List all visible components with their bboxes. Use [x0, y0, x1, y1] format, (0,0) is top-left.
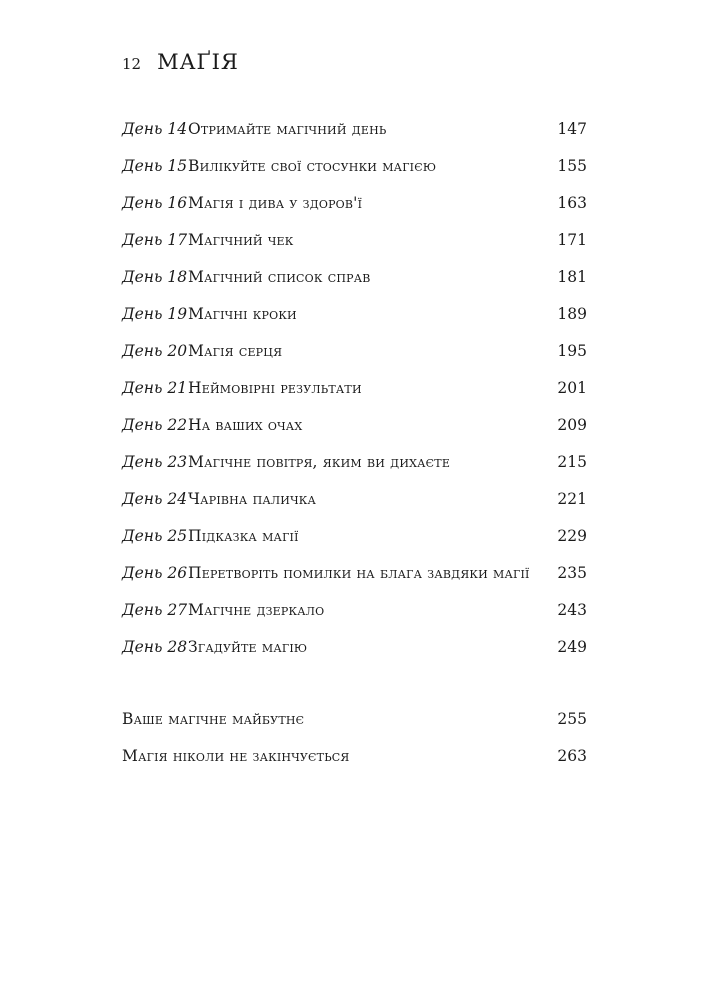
toc-page-number: 201	[557, 378, 587, 397]
toc-day-label: День 20	[122, 341, 188, 360]
toc-title: Ваше магічне майбутнє	[122, 709, 305, 728]
toc-day-label: День 25	[122, 526, 188, 545]
toc-row-day-26	[122, 554, 587, 591]
toc-page-number: 163	[557, 193, 587, 212]
toc-row-day-22	[122, 406, 587, 443]
toc-page-number: 243	[557, 600, 587, 619]
toc-page-number: 209	[557, 415, 587, 434]
toc-page-number: 221	[557, 489, 587, 508]
toc-title: Підказка магії	[188, 526, 299, 545]
toc-row-never-ends	[122, 737, 587, 774]
toc-page-number: 181	[557, 267, 587, 286]
toc-title: Магія ніколи не закінчується	[122, 746, 350, 765]
toc-day-label: День 17	[122, 230, 188, 249]
toc-day-label: День 27	[122, 600, 188, 619]
toc-row-day-17	[122, 221, 587, 258]
toc-page-number: 189	[557, 304, 587, 323]
toc-title: Згадуйте магію	[188, 637, 308, 656]
toc-day-label: День 16	[122, 193, 188, 212]
toc-row-day-15	[122, 147, 587, 184]
toc-row-day-21	[122, 369, 587, 406]
toc-page-number: 171	[557, 230, 587, 249]
toc-day-label: День 24	[122, 489, 188, 508]
toc-day-label: День 23	[122, 452, 188, 471]
toc-row-day-16	[122, 184, 587, 221]
toc-row-future	[122, 700, 587, 737]
toc-row-day-27	[122, 591, 587, 628]
page-number: 12	[122, 55, 142, 73]
toc-title: Магічний чек	[188, 230, 294, 249]
toc-day-label: День 15	[122, 156, 188, 175]
toc-row-day-25	[122, 517, 587, 554]
toc-row-day-19	[122, 295, 587, 332]
toc-title: Магія серця	[188, 341, 283, 360]
toc-title: Неймовірні результати	[188, 378, 362, 397]
toc-day-label: День 14	[122, 119, 188, 138]
toc-day-label: День 19	[122, 304, 188, 323]
toc-page-number: 229	[557, 526, 587, 545]
toc-day-label: День 22	[122, 415, 188, 434]
toc-extra-section	[122, 700, 587, 774]
toc-title: Магічні кроки	[188, 304, 297, 323]
toc-title: Магічне повітря, яким ви дихаєте	[188, 452, 451, 471]
running-head	[122, 50, 239, 74]
toc-page-number: 263	[557, 746, 587, 765]
toc-day-label: День 18	[122, 267, 188, 286]
toc-page-number: 255	[557, 709, 587, 728]
toc-row-day-14	[122, 110, 587, 147]
toc-title: Магія і дива у здоров'ї	[188, 193, 363, 212]
toc-row-day-23	[122, 443, 587, 480]
toc-page-number: 155	[557, 156, 587, 175]
toc-row-day-24	[122, 480, 587, 517]
toc-page-number: 215	[557, 452, 587, 471]
toc-title: На ваших очах	[188, 415, 303, 434]
toc-title: Чарівна паличка	[188, 489, 317, 508]
toc-title: Отримайте магічний день	[188, 119, 387, 138]
toc-day-label: День 21	[122, 378, 188, 397]
toc-title: Магічний список справ	[188, 267, 371, 286]
running-title: МАҐІЯ	[157, 50, 239, 74]
toc-page-number: 235	[557, 563, 587, 582]
toc-row-day-20	[122, 332, 587, 369]
toc-day-label: День 28	[122, 637, 188, 656]
table-of-contents	[122, 110, 587, 665]
toc-title: Магічне дзеркало	[188, 600, 325, 619]
toc-page-number: 195	[557, 341, 587, 360]
toc-row-day-28	[122, 628, 587, 665]
toc-title: Перетворіть помилки на блага завдяки магії	[188, 563, 530, 582]
toc-page-number: 147	[557, 119, 587, 138]
toc-day-label: День 26	[122, 563, 188, 582]
toc-row-day-18	[122, 258, 587, 295]
toc-title: Вилікуйте свої стосунки магією	[188, 156, 437, 175]
toc-page-number: 249	[557, 637, 587, 656]
